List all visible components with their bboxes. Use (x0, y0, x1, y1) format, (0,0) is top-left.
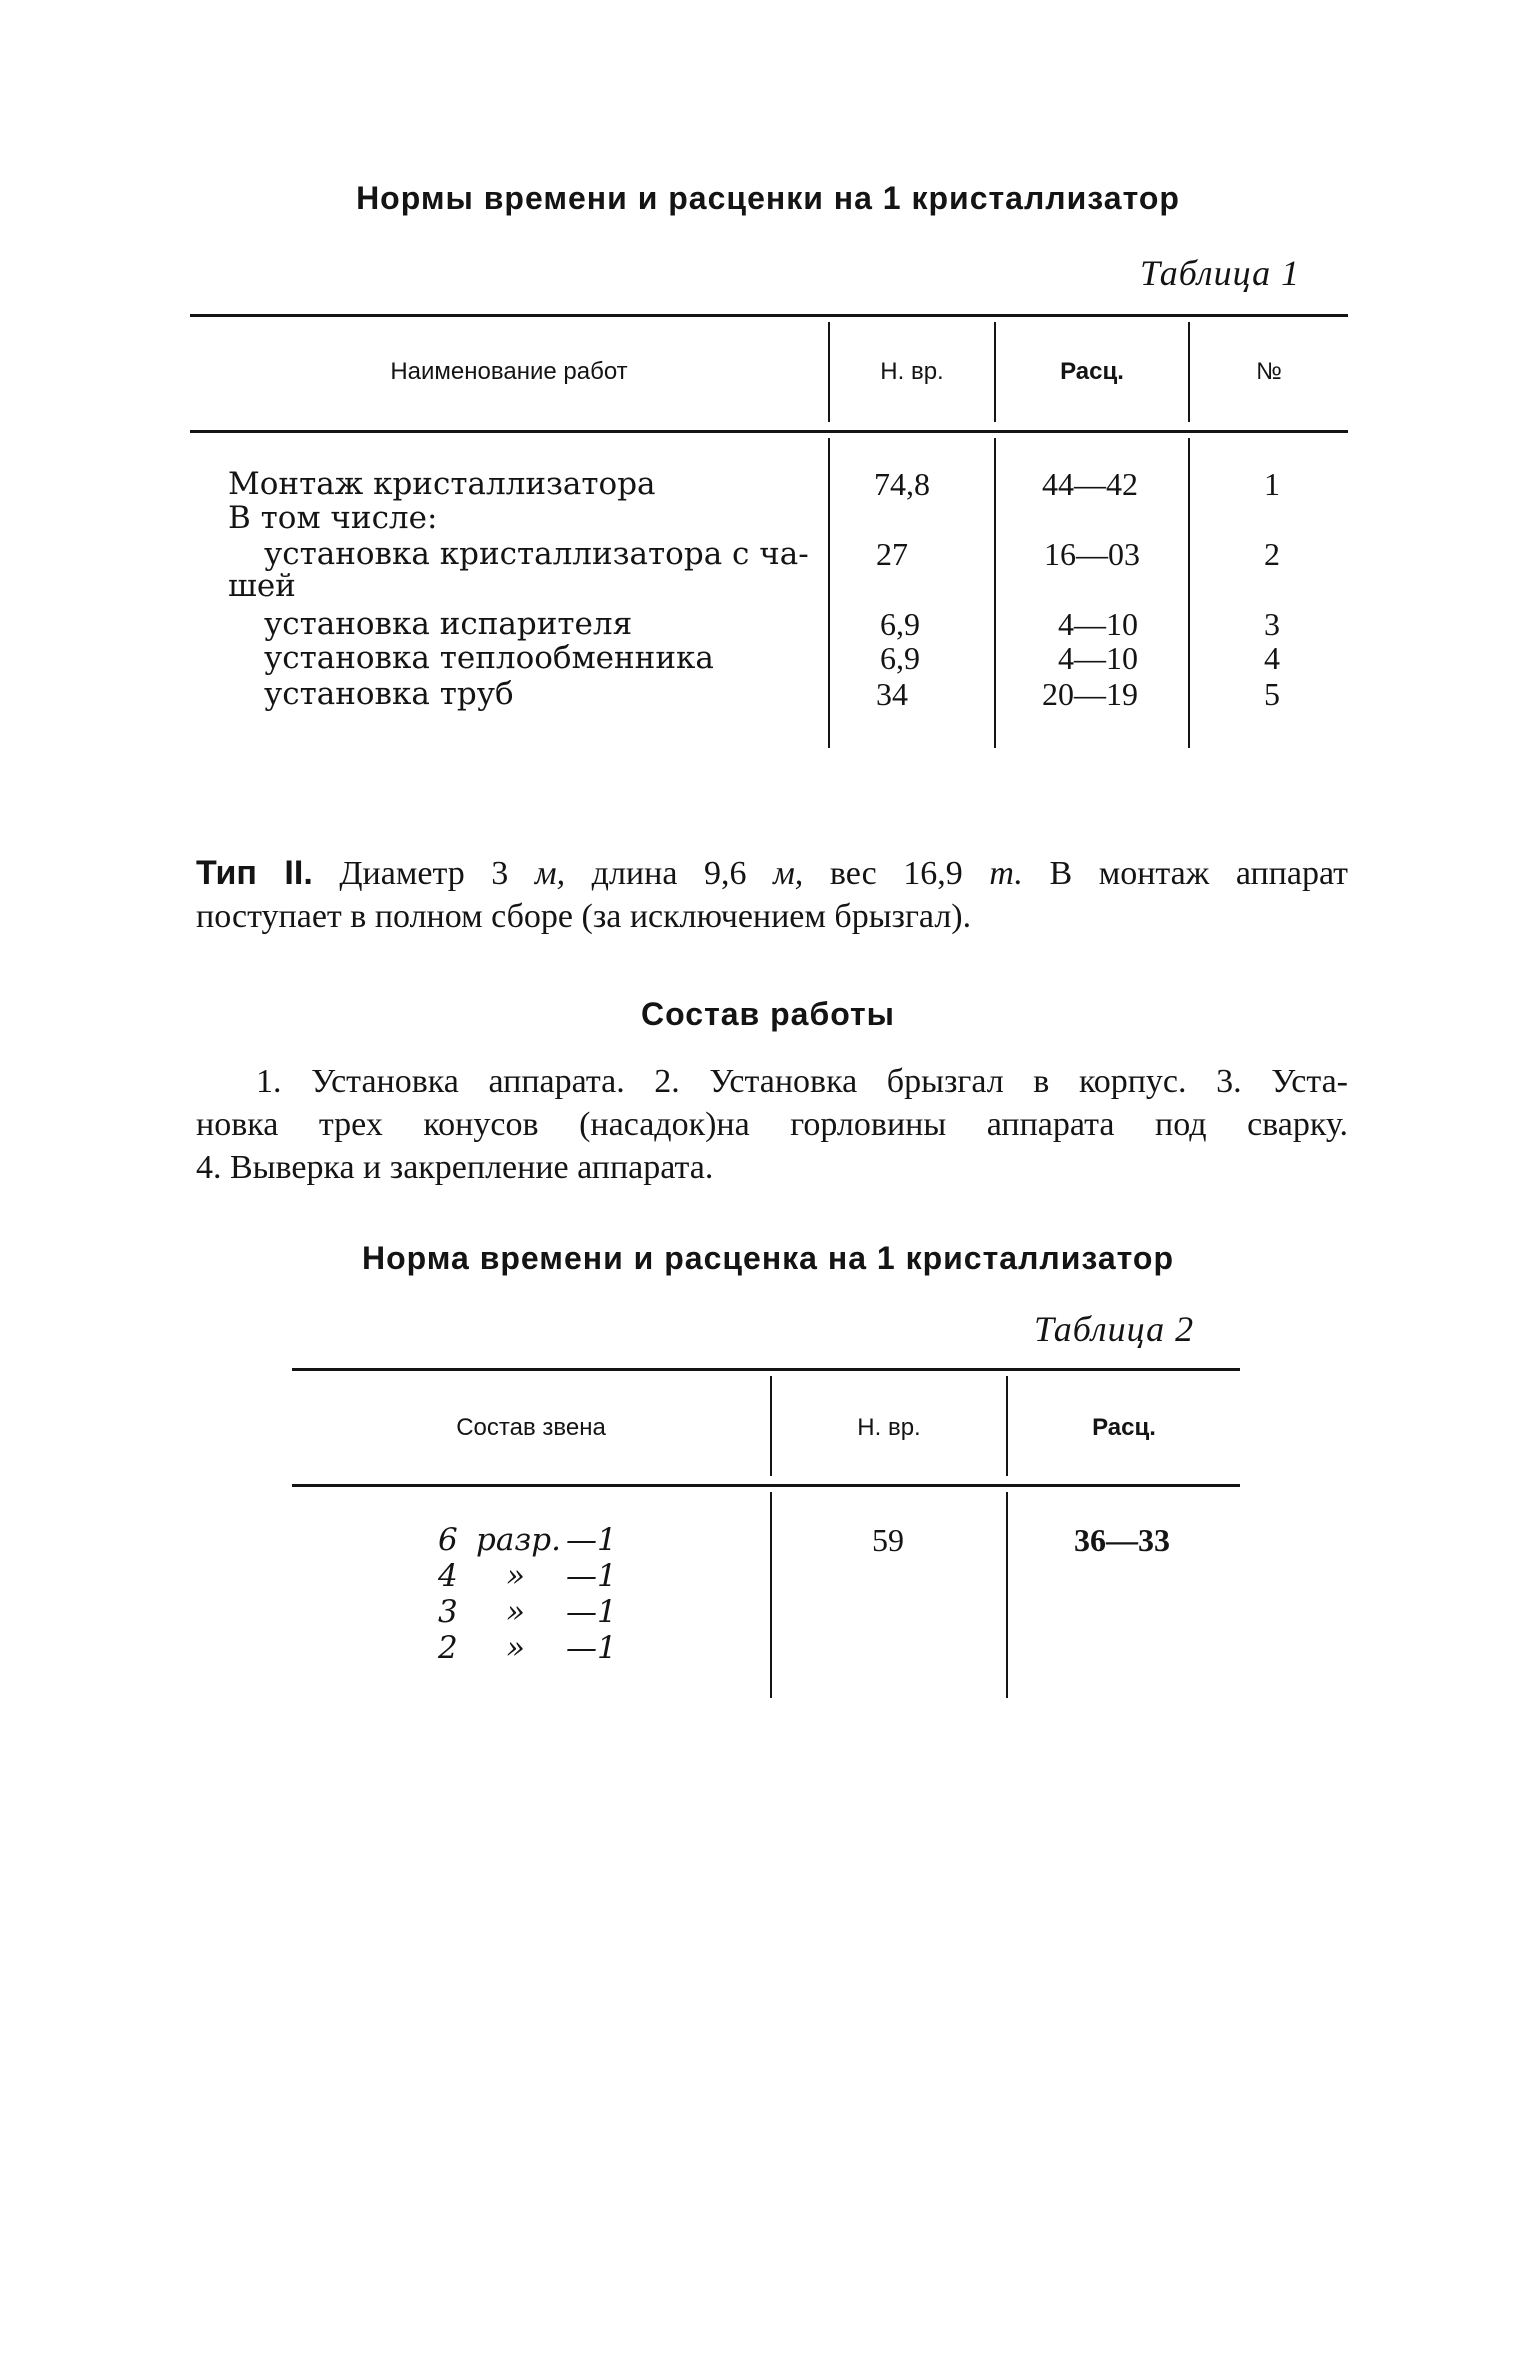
table1-header-rule (190, 430, 1348, 433)
table1-header-rate: Расц. (1060, 358, 1124, 385)
table1-row-rate: 16—03 (1044, 536, 1140, 572)
table2-header-time: Н. вр. (857, 1414, 921, 1441)
work-paragraph (196, 1060, 1348, 1189)
work-line: новка трех конусов (насадок)на горловины аппарата под сварку. (196, 1106, 1348, 1143)
table1-header-time: Н. вр. (880, 358, 944, 385)
type2-line: Тип II. Диаметр 3 м, длина 9,6 м, вес 16,9 т. В монтаж аппарат (196, 854, 1349, 892)
table1-heading: Нормы времени и расценки на 1 кристаллизатор (356, 180, 1180, 216)
table1-header-name: Наименование работ (390, 358, 628, 385)
table1-row-time: 74,8 (874, 466, 930, 502)
table1-row-time: 6,9 (880, 640, 920, 676)
table1-row-rate: 44—42 (1042, 466, 1138, 502)
table2-crew-label: » (506, 1558, 525, 1594)
type2-line: поступает в полном сборе (за исключением брызгал). (196, 898, 972, 935)
table2-crew-count: —1 (566, 1558, 617, 1594)
table1-row-name-continued: шей (228, 568, 296, 604)
table1-col-divider (994, 438, 996, 748)
table2-crew-count: —1 (566, 1522, 617, 1558)
table2-crew-count: —1 (566, 1630, 617, 1666)
work-line: 1. Установка аппарата. 2. Установка брызгал в корпус. 3. Уста- (256, 1063, 1348, 1100)
table1-row-time: 34 (876, 676, 908, 712)
table1-row-no: 3 (1264, 606, 1280, 642)
table1-top-rule (190, 314, 1348, 317)
table1-row-name: Монтаж кристаллизатора (228, 466, 656, 502)
table1-row-rate: 4—10 (1058, 640, 1138, 676)
table2-crew-grade: 4 (438, 1558, 458, 1594)
table1-row-name: установка теплообменника (264, 640, 714, 676)
table2-heading: Норма времени и расценка на 1 кристаллизатор (361, 1240, 1175, 1276)
table2-crew-count: —1 (566, 1594, 617, 1630)
table2-top-rule (292, 1368, 1240, 1371)
table1-row-name: установка испарителя (264, 606, 633, 642)
table2-col-divider (770, 1492, 772, 1698)
table1-row-rate: 20—19 (1042, 676, 1138, 712)
table2-header-rule (292, 1484, 1240, 1487)
table1-row-no: 5 (1264, 676, 1280, 712)
type2-paragraph (196, 852, 1348, 938)
table2-crew-grade: 2 (438, 1630, 458, 1666)
table1-row-no: 4 (1264, 640, 1280, 676)
table1-col-divider (1188, 438, 1190, 748)
table1-col-divider (828, 438, 830, 748)
table1-row-no: 1 (1264, 466, 1280, 502)
table2-time: 59 (872, 1522, 904, 1558)
work-heading: Состав работы (641, 996, 895, 1032)
table2-header-rate: Расц. (1092, 1414, 1156, 1441)
table2-caption: Таблица 2 (1034, 1309, 1195, 1349)
table2-crew-label: » (506, 1630, 525, 1666)
table1-row-name: установка труб (264, 676, 514, 712)
table2-crew-grade: 3 (438, 1594, 458, 1630)
table2-col-divider (1006, 1492, 1008, 1698)
table1-row-time: 27 (876, 536, 908, 572)
table1-row-rate: 4—10 (1058, 606, 1138, 642)
table1-row-name: В том числе: (228, 500, 438, 536)
table2-crew-grade: 6 (438, 1522, 458, 1558)
table1-header-no: № (1256, 358, 1282, 385)
table1-caption: Таблица 1 (1140, 253, 1301, 293)
type2-label: Тип II. (196, 854, 313, 892)
table1-row-name: установка кристаллизатора с ча- (264, 536, 809, 572)
table2-crew-label: разр. (476, 1522, 561, 1558)
table2-crew-label: » (506, 1594, 525, 1630)
table2-header-crew: Состав звена (456, 1414, 606, 1441)
work-line: 4. Выверка и закрепление аппарата. (196, 1149, 714, 1186)
table1-row-time: 6,9 (880, 606, 920, 642)
table2-rate: 36—33 (1074, 1522, 1170, 1558)
table1-row-no: 2 (1264, 536, 1280, 572)
